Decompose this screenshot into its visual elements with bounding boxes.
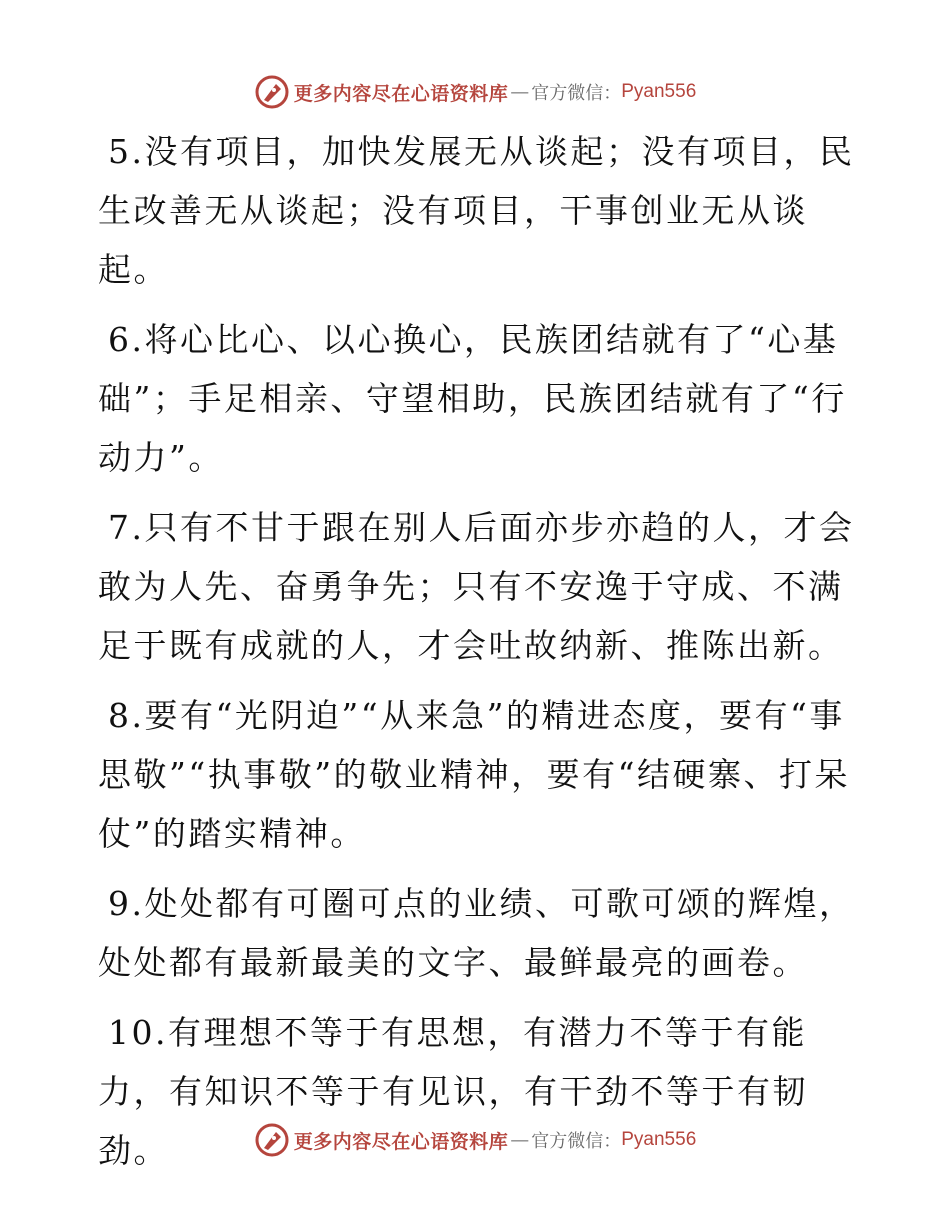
item-number: 7.: [108, 508, 145, 547]
header-banner: [0, 72, 950, 112]
banner-wechat-id: Pyan556: [621, 1129, 697, 1150]
pen-nib-logo-icon: [254, 1122, 290, 1158]
footer-banner: [0, 1120, 950, 1160]
quote-list: [98, 122, 858, 1191]
item-text: 没有项目，加快发展无从谈起；没有项目，民生改善无从谈起；没有项目，干事创业无从谈起。: [98, 132, 855, 289]
banner-separator: —: [510, 1129, 530, 1151]
item-number: 8.: [108, 696, 145, 735]
item-text: 有理想不等于有思想，有潜力不等于有能力，有知识不等于有见识，有干劲不等于有韧劲。: [98, 1013, 808, 1170]
banner-wechat-label: 官方微信：: [531, 83, 622, 104]
banner-wechat-id: Pyan556: [621, 81, 697, 102]
item-number: 9.: [108, 884, 145, 923]
item-text: 处处都有可圈可点的业绩、可歌可颂的辉煌，处处都有最新最美的文字、最鲜最亮的画卷。: [98, 884, 855, 982]
item-text: 将心比心、以心换心，民族团结就有了“心基础”；手足相亲、守望相助，民族团结就有了“行动力”。: [98, 320, 847, 477]
item-number: 10.: [108, 1013, 168, 1052]
quote-item: [98, 686, 858, 863]
quote-item: [98, 498, 858, 675]
quote-item: [98, 310, 858, 487]
item-number: 6.: [108, 320, 145, 359]
pen-nib-logo-icon: [254, 74, 290, 110]
banner-brand: 更多内容尽在心语资料库: [293, 1130, 509, 1153]
banner-brand: 更多内容尽在心语资料库: [293, 82, 509, 105]
item-text: 要有“光阴迫”“从来急”的精进态度，要有“事思敬”“执事敬”的敬业精神，要有“结硬寨、打呆仗”的踏实精神。: [98, 696, 850, 853]
quote-item: [98, 122, 858, 299]
item-text: 只有不甘于跟在别人后面亦步亦趋的人，才会敢为人先、奋勇争先；只有不安逸于守成、不满足于既有成就的人，才会吐故纳新、推陈出新。: [98, 508, 855, 665]
quote-item: [98, 874, 858, 992]
banner-separator: —: [510, 81, 530, 103]
banner-wechat-label: 官方微信：: [531, 1131, 622, 1152]
item-number: 5.: [108, 132, 145, 171]
